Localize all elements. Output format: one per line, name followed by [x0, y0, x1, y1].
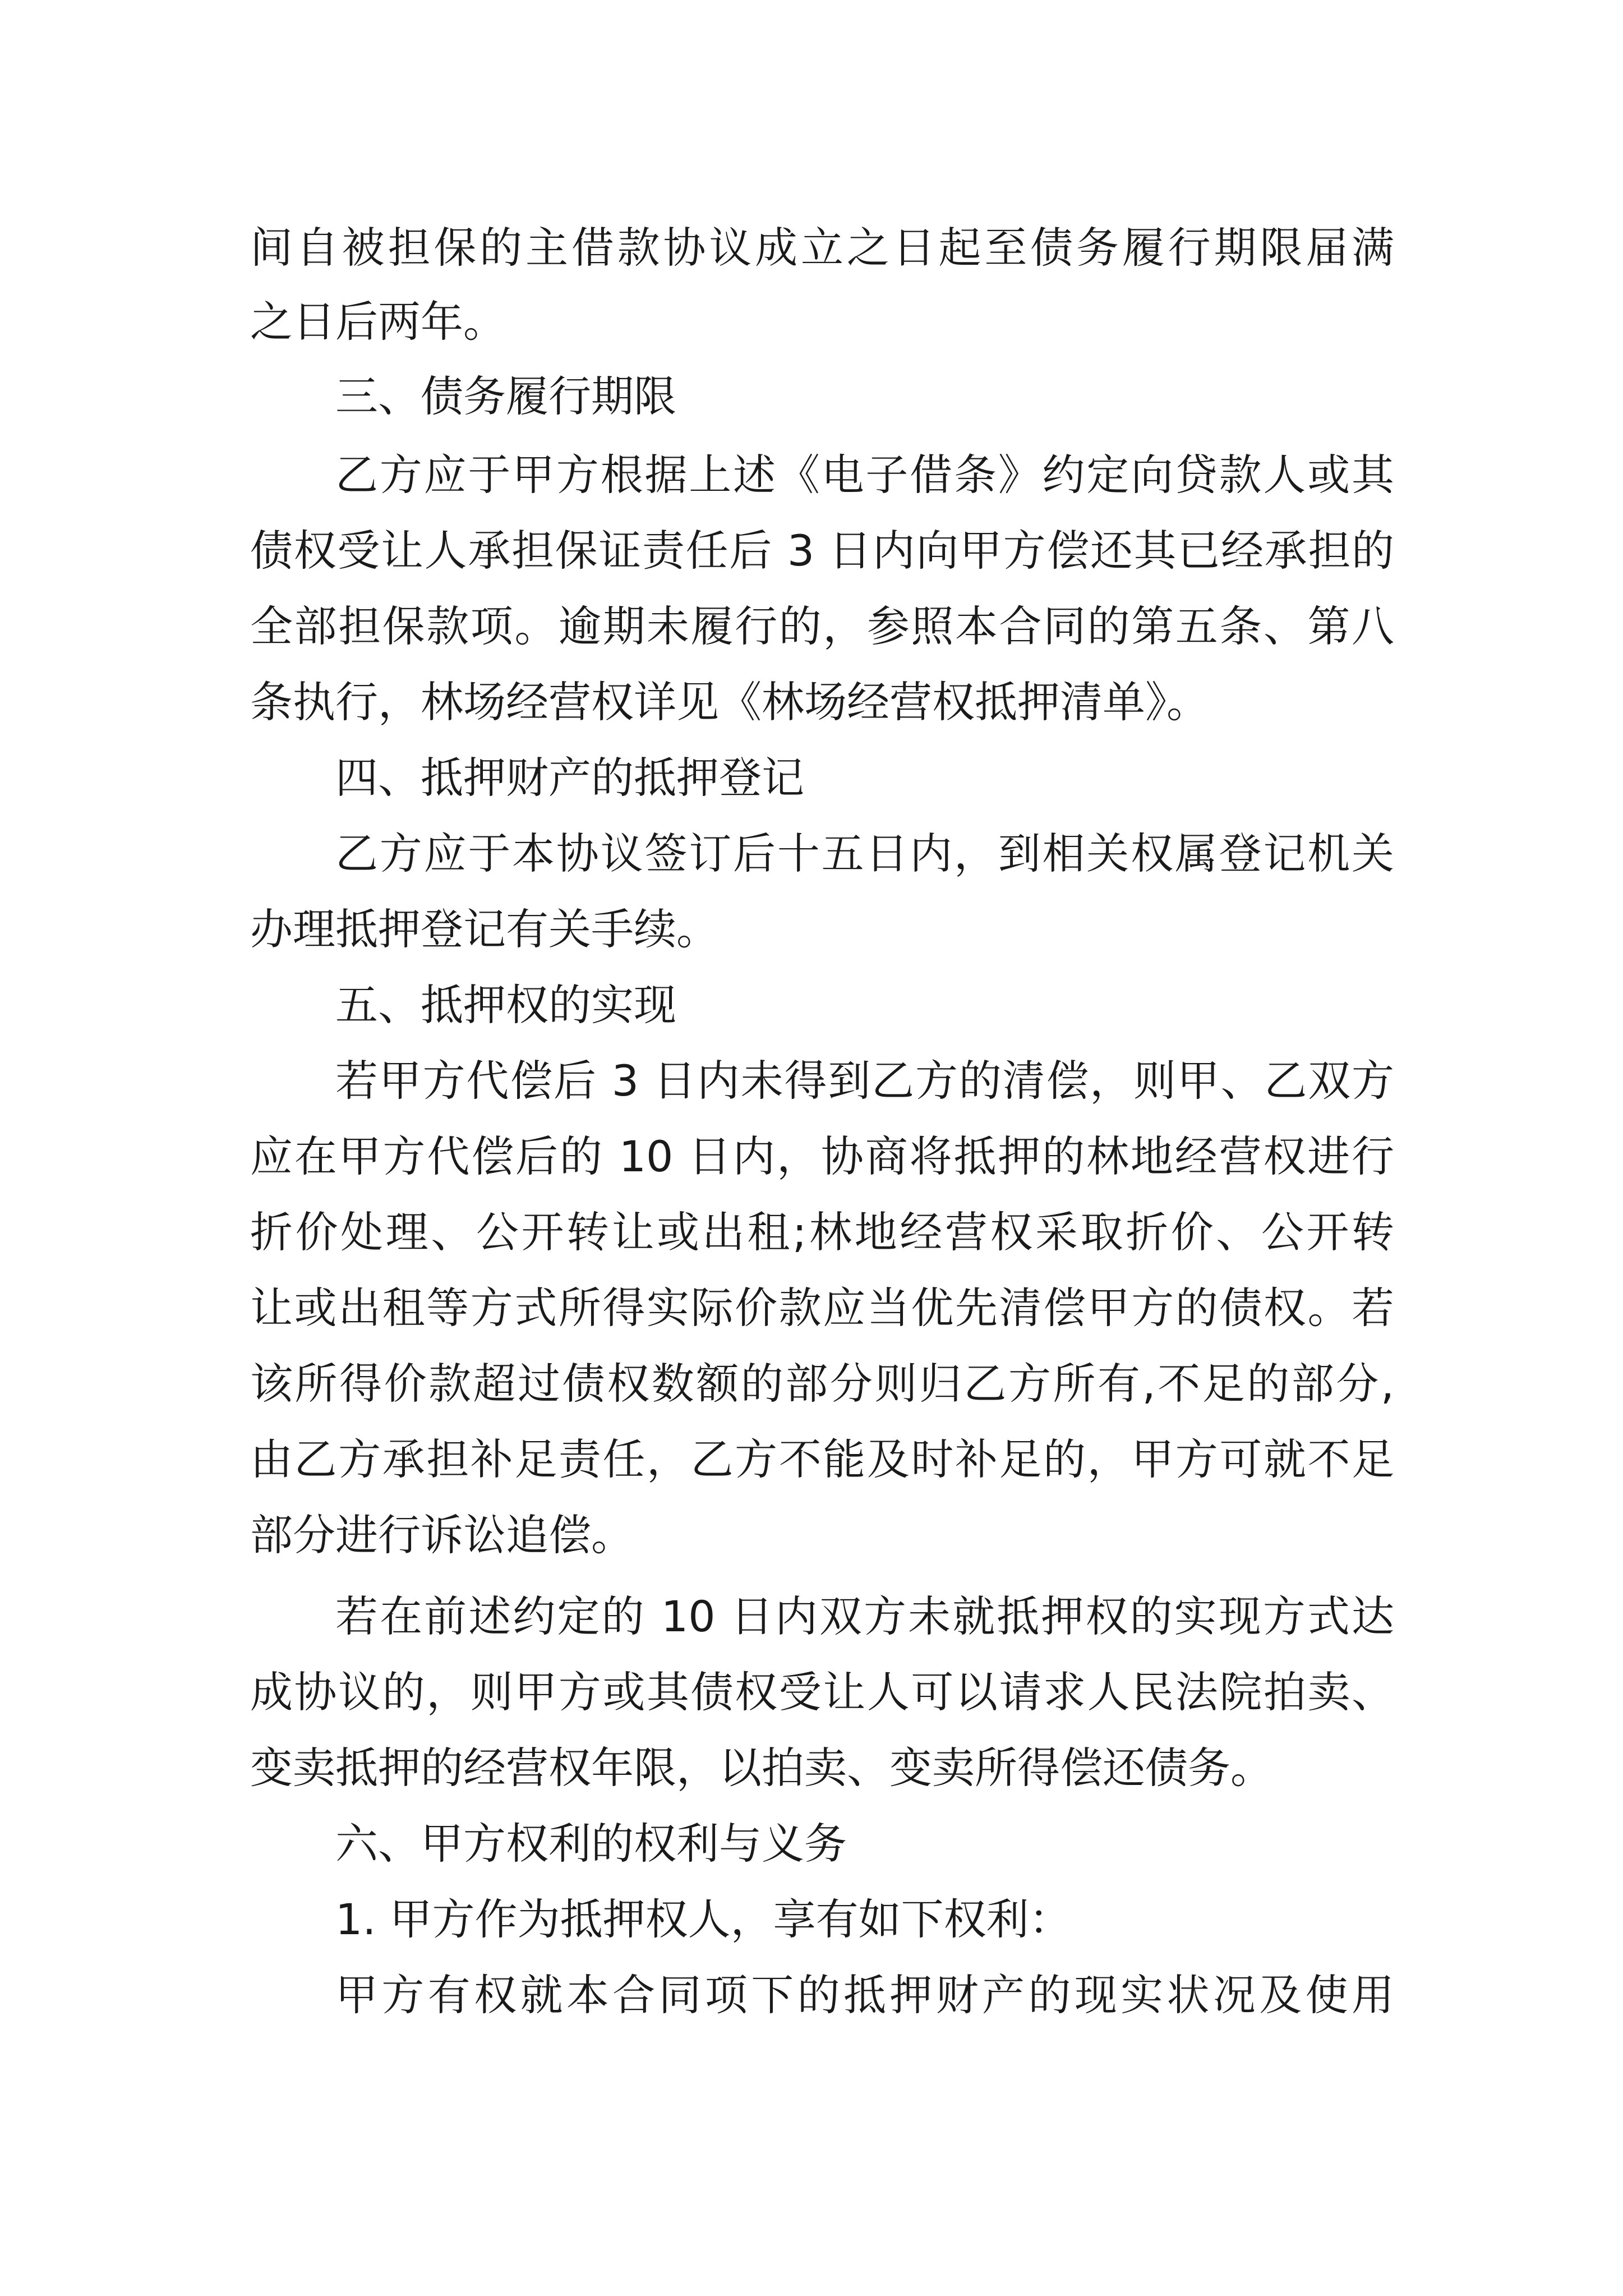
- paragraph-line: 间自被担保的主借款协议成立之日起至债务履行期限届满: [250, 223, 1394, 273]
- paragraph-line: 之日后两年。: [250, 297, 506, 347]
- paragraph-line: 让或出租等方式所得实际价款应当优先清偿甲方的债权。若: [250, 1283, 1394, 1333]
- paragraph-line: 折价处理、公开转让或出租;林地经营权采取折价、公开转: [250, 1207, 1394, 1257]
- paragraph-line: 应在甲方代偿后的 10 日内，协商将抵押的林地经营权进行: [250, 1131, 1394, 1181]
- paragraph-line: 乙方应于甲方根据上述《电子借条》约定向贷款人或其: [335, 450, 1394, 500]
- paragraph-line: 若甲方代偿后 3 日内未得到乙方的清偿，则甲、乙双方: [335, 1056, 1394, 1106]
- paragraph-line: 办理抵押登记有关手续。: [250, 904, 719, 954]
- clause-heading: 1. 甲方作为抵押权人，享有如下权利：: [335, 1894, 1072, 1944]
- paragraph-line: 乙方应于本协议签订后十五日内，到相关权属登记机关: [335, 829, 1394, 878]
- section-heading: 六、甲方权利的权利与义务: [335, 1819, 847, 1869]
- paragraph-line: 若在前述约定的 10 日内双方未就抵押权的实现方式达: [335, 1591, 1394, 1641]
- section-heading: 五、抵押权的实现: [335, 980, 676, 1030]
- section-heading: 三、债务履行期限: [335, 371, 676, 421]
- paragraph-line: 成协议的，则甲方或其债权受让人可以请求人民法院拍卖、: [250, 1667, 1394, 1717]
- paragraph-line: 该所得价款超过债权数额的部分则归乙方所有,不足的部分,: [250, 1359, 1394, 1409]
- paragraph-line: 甲方有权就本合同项下的抵押财产的现实状况及使用: [335, 1970, 1394, 2020]
- paragraph-line: 条执行，林场经营权详见《林场经营权抵押清单》。: [250, 677, 1209, 727]
- paragraph-line: 由乙方承担补足责任，乙方不能及时补足的，甲方可就不足: [250, 1434, 1394, 1484]
- paragraph-line: 全部担保款项。逾期未履行的，参照本合同的第五条、第八: [250, 601, 1394, 651]
- paragraph-line: 部分进行诉讼追偿。: [250, 1510, 634, 1560]
- paragraph-line: 变卖抵押的经营权年限，以拍卖、变卖所得偿还债务。: [250, 1743, 1273, 1793]
- paragraph-line: 债权受让人承担保证责任后 3 日内向甲方偿还其已经承担的: [250, 526, 1394, 576]
- section-heading: 四、抵押财产的抵押登记: [335, 753, 804, 803]
